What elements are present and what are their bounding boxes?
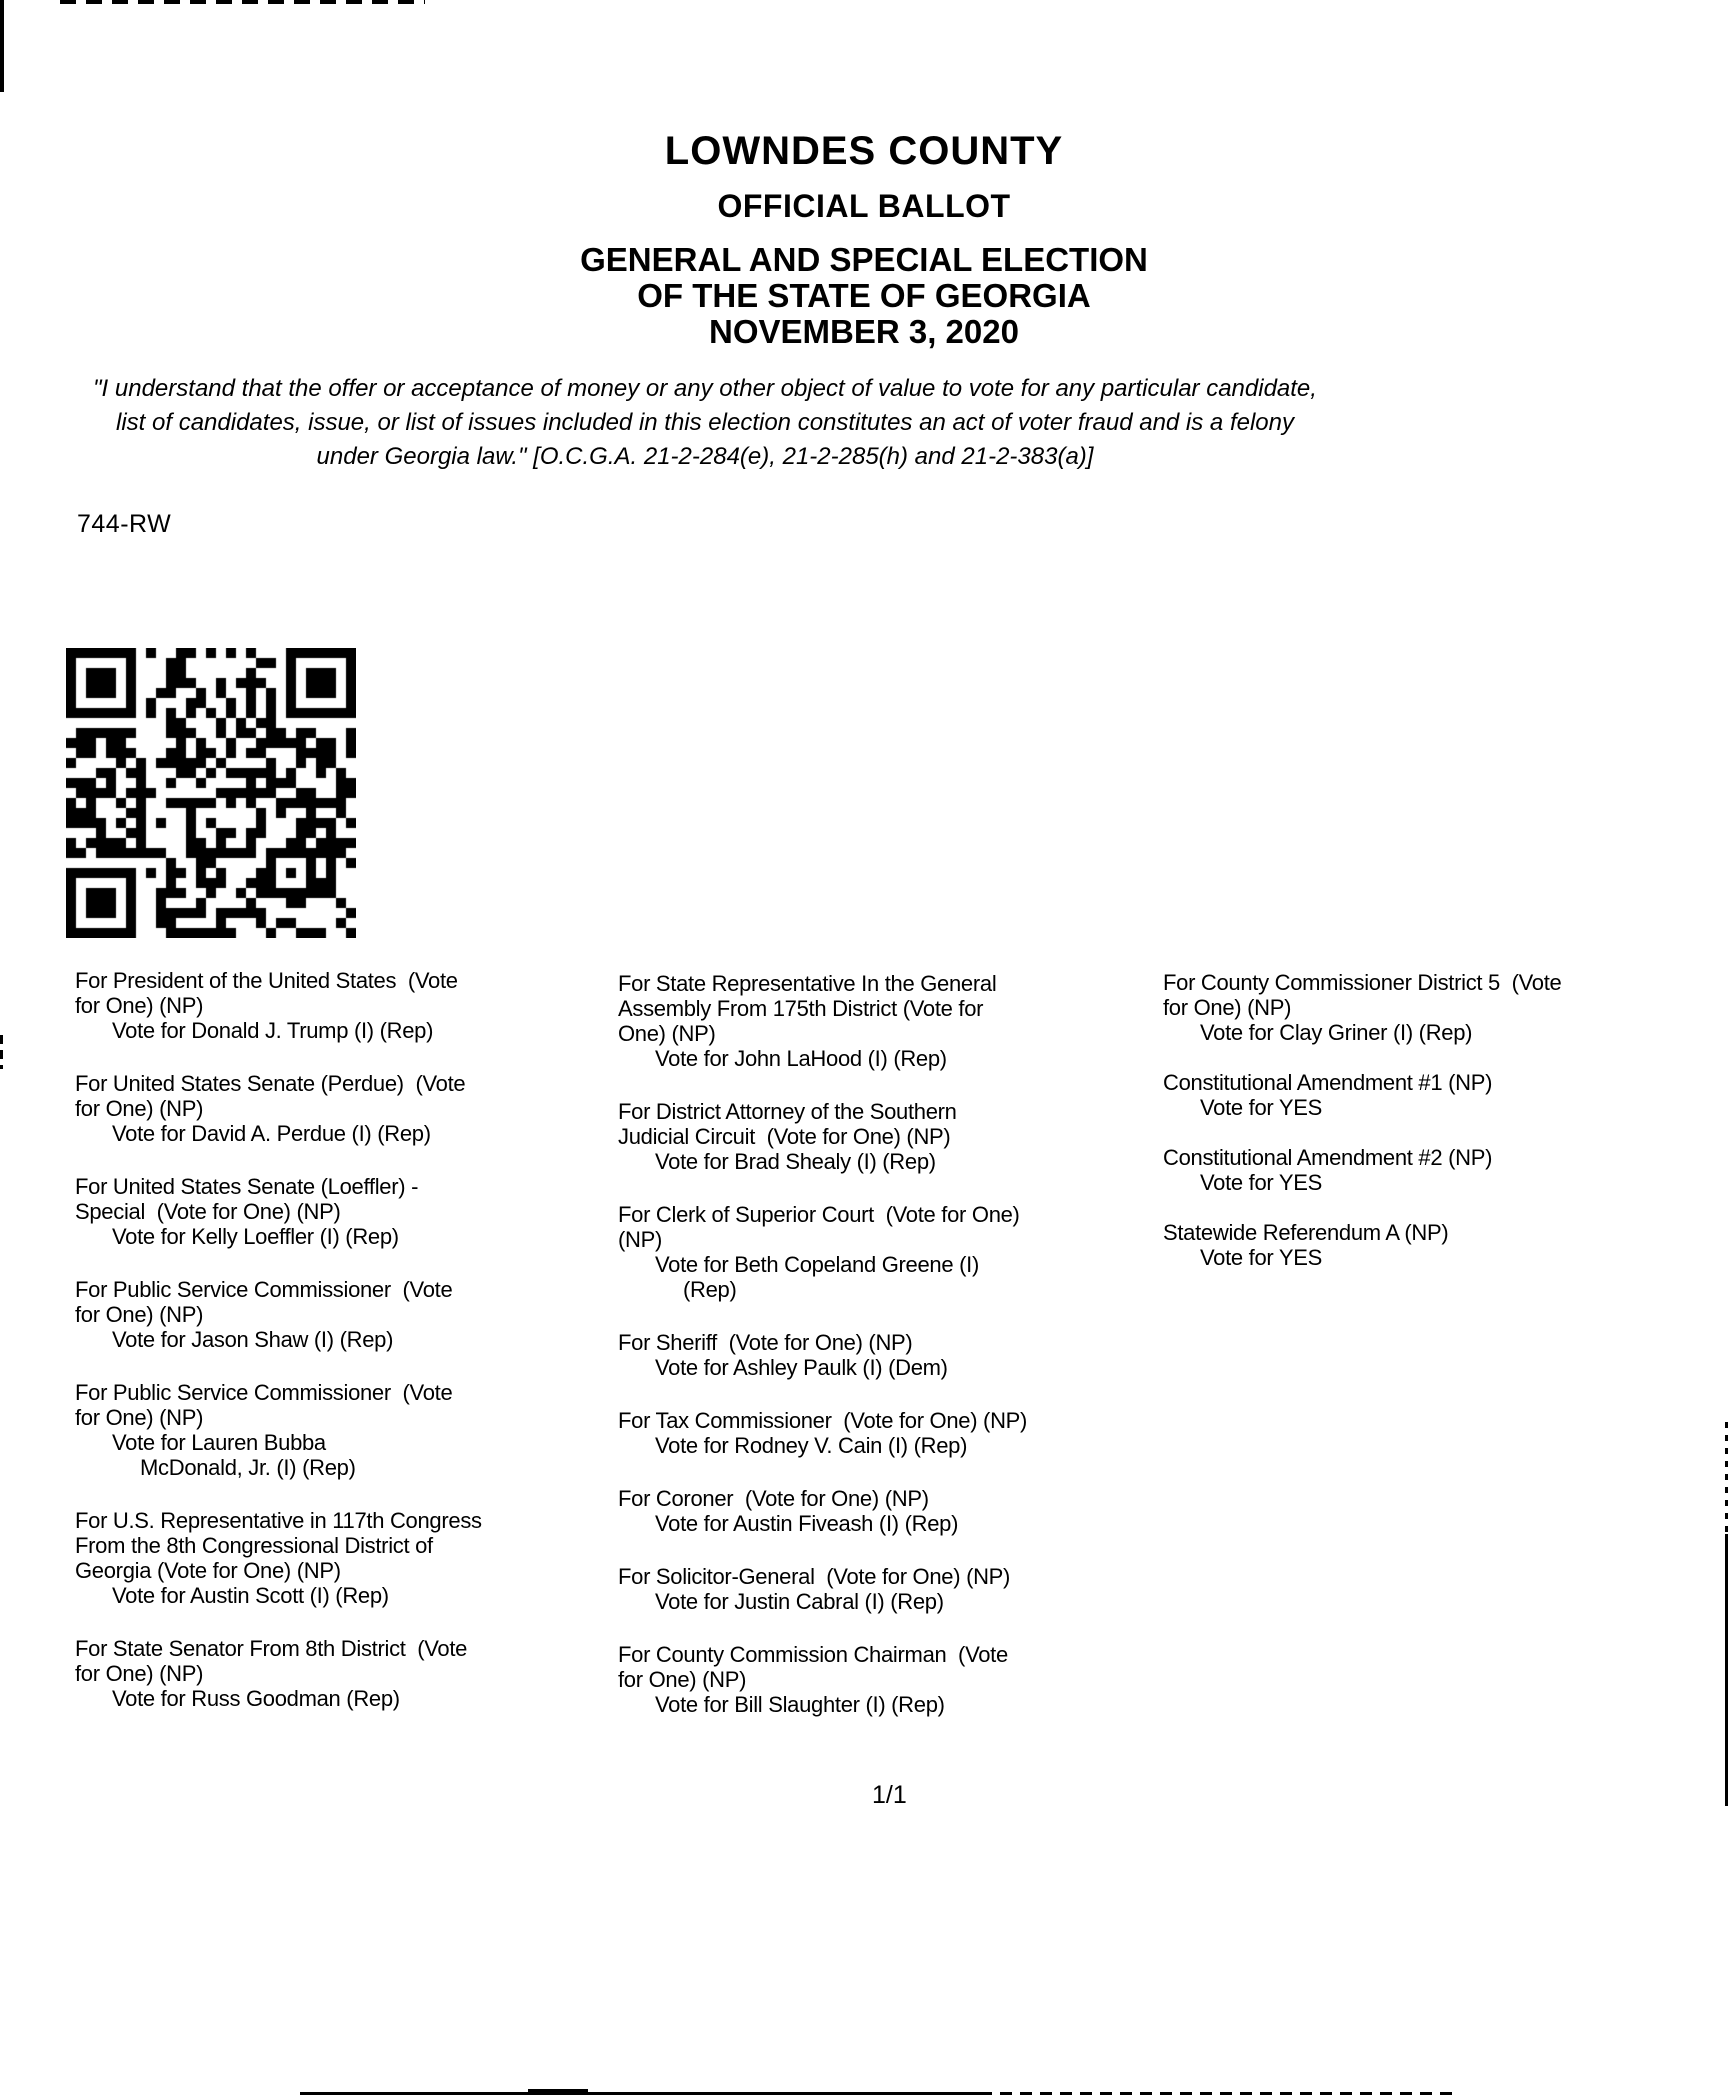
contest-title-line: For State Senator From 8th District (Vote xyxy=(75,1636,468,1661)
contest-title-line: For Public Service Commissioner (Vote xyxy=(75,1277,453,1302)
vote-selection-line: McDonald, Jr. (I) (Rep) xyxy=(140,1455,356,1480)
contest-result xyxy=(75,1636,575,1711)
scan-artifact-left-edge-top xyxy=(0,0,4,92)
contest-result xyxy=(618,1408,1148,1458)
ballot-header xyxy=(16,130,1712,350)
scan-artifact-bottom-edge-thick xyxy=(528,2089,588,2095)
contest-result xyxy=(75,968,575,1043)
page-number: 1/1 xyxy=(872,1781,907,1809)
contest-title-line: One) (NP) xyxy=(618,1021,716,1046)
contest-title-line: For Solicitor-General (Vote for One) (NP) xyxy=(618,1564,1011,1589)
contest-title-line: for One) (NP) xyxy=(75,1405,204,1430)
vote-selection-line: Vote for Kelly Loeffler (I) (Rep) xyxy=(112,1224,399,1249)
contest-title-line: Special (Vote for One) (NP) xyxy=(75,1199,341,1224)
contest-title-line: Statewide Referendum A (NP) xyxy=(1163,1220,1449,1245)
vote-selection-line: Vote for YES xyxy=(1200,1245,1322,1270)
contest-title-line: For County Commission Chairman (Vote xyxy=(618,1642,1008,1667)
scan-artifact-top-edge xyxy=(60,0,425,4)
vote-selection-line: (Rep) xyxy=(683,1277,737,1302)
contest-title-line: For President of the United States (Vote xyxy=(75,968,458,993)
contest-result xyxy=(618,1330,1148,1380)
election-name-line2: OF THE STATE OF GEORGIA xyxy=(637,277,1091,314)
ballot-column-3 xyxy=(1163,970,1728,1295)
contest-result xyxy=(75,1071,575,1146)
contest-title-line: For Coroner (Vote for One) (NP) xyxy=(618,1486,929,1511)
contest-title-line: Constitutional Amendment #2 (NP) xyxy=(1163,1145,1493,1170)
contest-title-line: for One) (NP) xyxy=(618,1667,747,1692)
scan-artifact-bottom-edge-solid xyxy=(300,2092,980,2095)
vote-selection-line: Vote for David A. Perdue (I) (Rep) xyxy=(112,1121,431,1146)
vote-selection-line: Vote for Brad Shealy (I) (Rep) xyxy=(655,1149,936,1174)
contest-title-line: Assembly From 175th District (Vote for xyxy=(618,996,984,1021)
contest-title-line: Constitutional Amendment #1 (NP) xyxy=(1163,1070,1493,1095)
vote-selection-line: Vote for Jason Shaw (I) (Rep) xyxy=(112,1327,394,1352)
vote-selection-line: Vote for Bill Slaughter (I) (Rep) xyxy=(655,1692,945,1717)
contest-title-line: For U.S. Representative in 117th Congress xyxy=(75,1508,482,1533)
contest-title-line: Judicial Circuit (Vote for One) (NP) xyxy=(618,1124,951,1149)
vote-selection-line: Vote for Donald J. Trump (I) (Rep) xyxy=(112,1018,434,1043)
contest-title-line: for One) (NP) xyxy=(75,993,204,1018)
vote-selection-line: Vote for Austin Fiveash (I) (Rep) xyxy=(655,1511,959,1536)
contest-title-line: For Clerk of Superior Court (Vote for One) xyxy=(618,1202,1020,1227)
ballot-style-id: 744-RW xyxy=(77,510,172,538)
contest-title-line: For Tax Commissioner (Vote for One) (NP) xyxy=(618,1408,1028,1433)
contest-title-line: for One) (NP) xyxy=(75,1302,204,1327)
contest-result xyxy=(1163,1220,1728,1270)
contest-title-line: For County Commissioner District 5 (Vote xyxy=(1163,970,1562,995)
disclaimer-line: under Georgia law." [O.C.G.A. 21-2-284(e), 21-2-285(h) and 21-2-383(a)] xyxy=(316,443,1094,470)
contest-result xyxy=(1163,1145,1728,1195)
contest-result xyxy=(75,1277,575,1352)
disclaimer-line: list of candidates, issue, or list of issues included in this election constitutes an act of voter fraud and is a felony xyxy=(116,409,1294,436)
contest-result xyxy=(75,1508,575,1608)
contest-result xyxy=(618,1202,1148,1302)
disclaimer-line: "I understand that the offer or acceptance of money or any other object of value to vote for any particular candidate, xyxy=(93,375,1317,402)
vote-selection-line: Vote for Lauren Bubba xyxy=(112,1430,326,1455)
vote-selection-line: Vote for John LaHood (I) (Rep) xyxy=(655,1046,947,1071)
vote-selection-line: Vote for Russ Goodman (Rep) xyxy=(112,1686,400,1711)
contest-result xyxy=(1163,1070,1728,1120)
county-name: LOWNDES COUNTY xyxy=(664,129,1064,173)
contest-result xyxy=(618,971,1148,1071)
contest-result xyxy=(618,1486,1148,1536)
election-date: NOVEMBER 3, 2020 xyxy=(709,313,1019,350)
ballot-title: OFFICIAL BALLOT xyxy=(717,188,1011,224)
vote-selection-line: Vote for YES xyxy=(1200,1095,1322,1120)
contest-title-line: for One) (NP) xyxy=(75,1661,204,1686)
ballot-column-1 xyxy=(75,968,575,1739)
contest-title-line: For District Attorney of the Southern xyxy=(618,1099,957,1124)
vote-selection-line: Vote for Rodney V. Cain (I) (Rep) xyxy=(655,1433,968,1458)
contest-result xyxy=(75,1380,575,1480)
contest-result xyxy=(618,1564,1148,1614)
contest-title-line: For United States Senate (Loeffler) - xyxy=(75,1174,419,1199)
contest-title-line: for One) (NP) xyxy=(1163,995,1292,1020)
voter-fraud-disclaimer xyxy=(60,372,1350,474)
vote-selection-line: Vote for Ashley Paulk (I) (Dem) xyxy=(655,1355,948,1380)
ballot-column-2 xyxy=(618,971,1148,1745)
contest-title-line: Georgia (Vote for One) (NP) xyxy=(75,1558,341,1583)
vote-selection-line: Vote for Clay Griner (I) (Rep) xyxy=(1200,1020,1473,1045)
contest-title-line: For Public Service Commissioner (Vote xyxy=(75,1380,453,1405)
scan-artifact-bottom-edge-dashed xyxy=(980,2092,1460,2095)
contest-title-line: (NP) xyxy=(618,1227,663,1252)
contest-result xyxy=(1163,970,1728,1045)
contest-result xyxy=(618,1099,1148,1174)
contest-result xyxy=(618,1642,1148,1717)
qr-code xyxy=(66,648,356,938)
election-name-line1: GENERAL AND SPECIAL ELECTION xyxy=(580,241,1148,278)
contest-title-line: For State Representative In the General xyxy=(618,971,997,996)
contest-title-line: for One) (NP) xyxy=(75,1096,204,1121)
vote-selection-line: Vote for Austin Scott (I) (Rep) xyxy=(112,1583,389,1608)
contest-title-line: From the 8th Congressional District of xyxy=(75,1533,433,1558)
vote-selection-line: Vote for Justin Cabral (I) (Rep) xyxy=(655,1589,944,1614)
scan-artifact-left-edge-mid xyxy=(0,1035,3,1069)
contest-title-line: For United States Senate (Perdue) (Vote xyxy=(75,1071,466,1096)
contest-result xyxy=(75,1174,575,1249)
vote-selection-line: Vote for YES xyxy=(1200,1170,1322,1195)
contest-title-line: For Sheriff (Vote for One) (NP) xyxy=(618,1330,913,1355)
vote-selection-line: Vote for Beth Copeland Greene (I) xyxy=(655,1252,979,1277)
